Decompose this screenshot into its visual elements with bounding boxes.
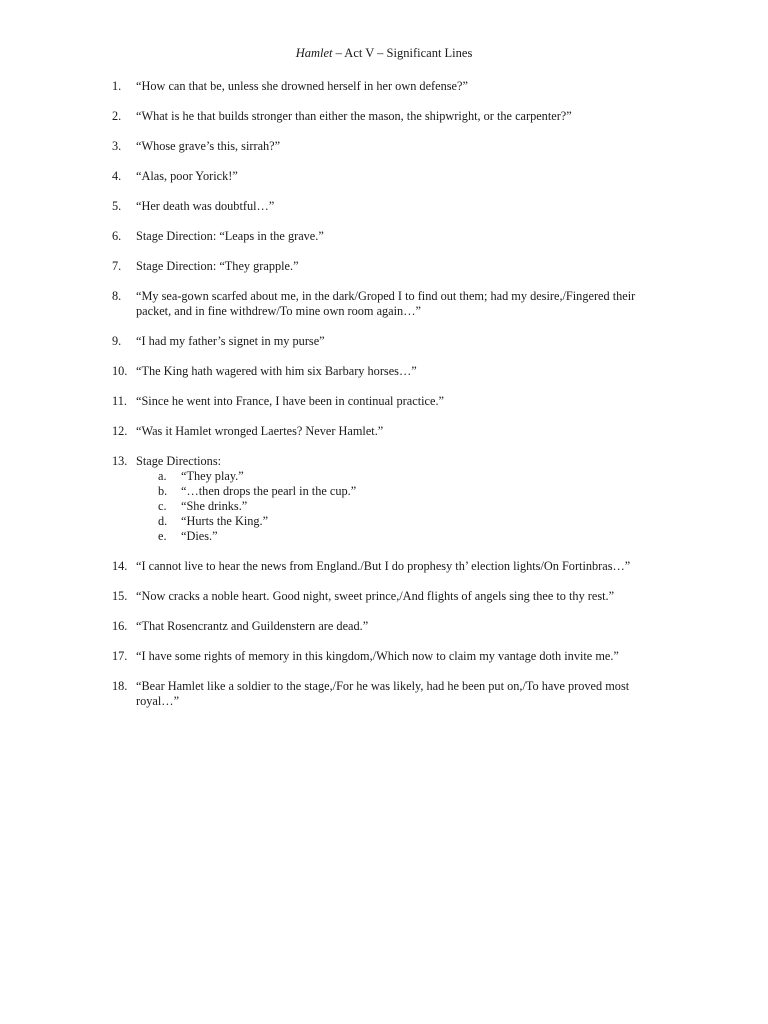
item-text: “Whose grave’s this, sirrah?” (136, 139, 281, 153)
list-item (112, 424, 672, 439)
document-title (0, 46, 768, 61)
item-text: “That Rosencrantz and Guildenstern are dead.” (136, 619, 369, 633)
list-item (112, 139, 672, 154)
item-number: 15. (112, 589, 128, 603)
item-number: 3. (112, 139, 122, 153)
item-text: “Bear Hamlet like a soldier to the stage,/For he was likely, had he been put on,/To have proved most royal…” (136, 679, 630, 708)
item-text: “I cannot live to hear the news from England./But I do prophesy th’ election lights/On Fortinbras…” (136, 559, 631, 573)
list-item (112, 649, 672, 664)
item-number: 5. (112, 199, 122, 213)
list-item (112, 109, 672, 124)
sublist-text: “They play.” (181, 469, 244, 483)
item-number: 8. (112, 289, 122, 303)
item-number: 12. (112, 424, 128, 438)
item-number: 18. (112, 679, 128, 693)
sublist-text: “Dies.” (181, 529, 218, 543)
item-number: 10. (112, 364, 128, 378)
sublist-letter: d. (158, 514, 168, 528)
title-rest: – Act V – Significant Lines (332, 46, 473, 60)
stage-directions-sublist (136, 469, 672, 544)
list-item (112, 559, 672, 574)
item-number: 2. (112, 109, 122, 123)
item-text: Stage Direction: “Leaps in the grave.” (136, 229, 324, 243)
item-number: 4. (112, 169, 122, 183)
list-item (112, 334, 672, 349)
list-item (112, 259, 672, 274)
item-number: 1. (112, 79, 122, 93)
item-text: “What is he that builds stronger than either the mason, the shipwright, or the carpenter?” (136, 109, 572, 123)
item-text: “Was it Hamlet wronged Laertes? Never Hamlet.” (136, 424, 384, 438)
list-item (112, 364, 672, 379)
item-number: 11. (112, 394, 127, 408)
sublist-item (136, 499, 672, 514)
item-body (136, 454, 672, 544)
list-item (112, 199, 672, 214)
item-text: “How can that be, unless she drowned herself in her own defense?” (136, 79, 468, 93)
list-item (112, 679, 672, 709)
item-number: 16. (112, 619, 128, 633)
lines-list (112, 79, 672, 724)
sublist-letter: c. (158, 499, 167, 513)
sublist-item (136, 484, 672, 499)
item-text: “Alas, poor Yorick!” (136, 169, 238, 183)
sublist-item (136, 514, 672, 529)
item-text: Stage Directions: (136, 454, 222, 468)
list-item (112, 229, 672, 244)
sublist-item (136, 529, 672, 544)
item-text: “Since he went into France, I have been in continual practice.” (136, 394, 444, 408)
sublist-text: “She drinks.” (181, 499, 248, 513)
item-text: “Now cracks a noble heart. Good night, sweet prince,/And flights of angels sing thee to thy rest.” (136, 589, 615, 603)
sublist-letter: a. (158, 469, 167, 483)
sublist-text: “Hurts the King.” (181, 514, 269, 528)
item-text: “I had my father’s signet in my purse” (136, 334, 325, 348)
item-text: Stage Direction: “They grapple.” (136, 259, 299, 273)
item-text: “The King hath wagered with him six Barbary horses…” (136, 364, 417, 378)
list-item (112, 589, 672, 604)
list-item (112, 79, 672, 94)
item-number: 13. (112, 454, 128, 468)
list-item (112, 289, 672, 319)
list-item (112, 619, 672, 634)
sublist-text: “…then drops the pearl in the cup.” (181, 484, 357, 498)
item-number: 6. (112, 229, 122, 243)
sublist-letter: e. (158, 529, 167, 543)
item-number: 17. (112, 649, 128, 663)
item-number: 14. (112, 559, 128, 573)
title-play-name: Hamlet (295, 46, 333, 60)
item-text: “My sea-gown scarfed about me, in the dark/Groped I to find out them; had my desire,/Fingered their packet, and in fine withdrew/To mine own room again…” (136, 289, 636, 318)
list-item (112, 394, 672, 409)
item-number: 9. (112, 334, 122, 348)
item-number: 7. (112, 259, 122, 273)
sublist-letter: b. (158, 484, 168, 498)
item-text: “Her death was doubtful…” (136, 199, 275, 213)
list-item-stage-directions (112, 454, 672, 544)
list-item (112, 169, 672, 184)
item-text: “I have some rights of memory in this kingdom,/Which now to claim my vantage doth invite me.” (136, 649, 619, 663)
sublist-item (136, 469, 672, 484)
